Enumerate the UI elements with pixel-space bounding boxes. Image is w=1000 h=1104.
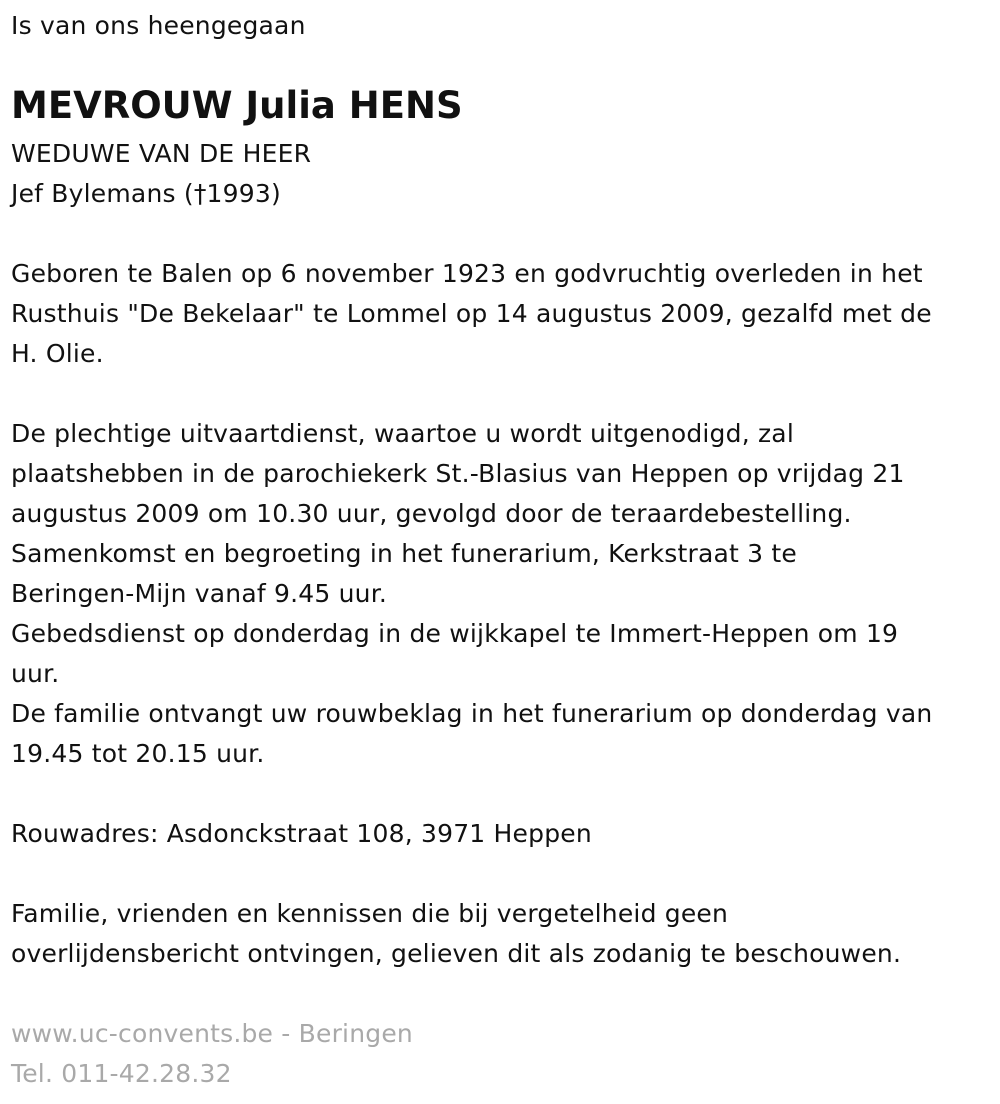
paragraph-line: uur. <box>11 659 60 688</box>
widow-of-section <box>11 134 311 214</box>
paragraph-line: Geboren te Balen op 6 november 1923 en godvruchtig overleden in het <box>11 259 923 288</box>
funeral-home-footer <box>11 1014 413 1094</box>
paragraph-line: Familie, vrienden en kennissen die bij vergetelheid geen <box>11 899 729 928</box>
paragraph-line: overlijdensbericht ontvingen, gelieven dit als zodanig te beschouwen. <box>11 939 902 968</box>
widow-title: WEDUWE VAN DE HEER <box>11 139 312 168</box>
spouse-name: Jef Bylemans (†1993) <box>11 179 281 208</box>
phone-text: Tel. 011-42.28.32 <box>11 1059 232 1088</box>
deceased-name: MEVROUW Julia HENS <box>11 84 463 127</box>
paragraph-line: plaatshebben in de parochiekerk St.-Blasius van Heppen op vrijdag 21 <box>11 459 905 488</box>
paragraph-line: H. Olie. <box>11 339 104 368</box>
paragraph-line: Gebedsdienst op donderdag in de wijkkapel te Immert-Heppen om 19 <box>11 619 899 648</box>
mourning-address <box>11 814 592 854</box>
intro-text: Is van ons heengegaan <box>11 11 306 40</box>
paragraph-line: Rusthuis "De Bekelaar" te Lommel op 14 augustus 2009, gezalfd met de <box>11 299 932 328</box>
website-text: www.uc-convents.be - Beringen <box>11 1019 413 1048</box>
paragraph-line: augustus 2009 om 10.30 uur, gevolgd door de teraardebestelling. <box>11 499 852 528</box>
birth-death-paragraph <box>11 254 932 374</box>
address-line: Rouwadres: Asdonckstraat 108, 3971 Heppen <box>11 819 592 848</box>
funeral-service-paragraph <box>11 414 932 774</box>
paragraph-line: De familie ontvangt uw rouwbeklag in het funerarium op donderdag van <box>11 699 933 728</box>
paragraph-line: Samenkomst en begroeting in het funerarium, Kerkstraat 3 te <box>11 539 797 568</box>
paragraph-line: Beringen-Mijn vanaf 9.45 uur. <box>11 579 388 608</box>
paragraph-line: De plechtige uitvaartdienst, waartoe u wordt uitgenodigd, zal <box>11 419 794 448</box>
paragraph-line: 19.45 tot 20.15 uur. <box>11 739 265 768</box>
notice-paragraph <box>11 894 901 974</box>
